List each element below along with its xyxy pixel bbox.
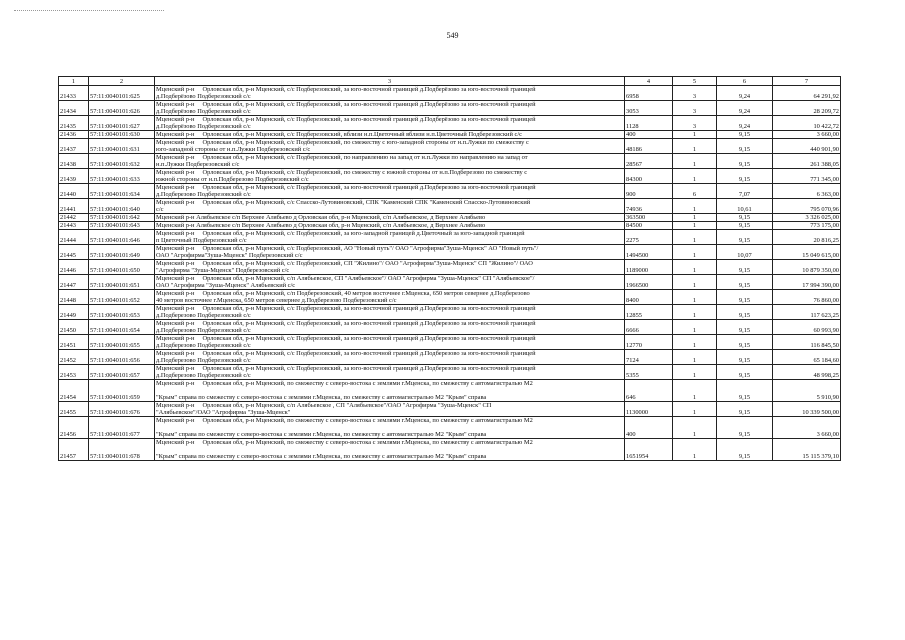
cadastral-number: 57:11:0040101:631 <box>89 139 155 154</box>
row-number: 21433 <box>59 86 89 101</box>
cadastral-value: 440 901,90 <box>773 139 841 154</box>
table-row <box>59 365 841 380</box>
row-number: 21435 <box>59 116 89 131</box>
plot-area: 400 <box>625 417 673 439</box>
plot-area: 3053 <box>625 101 673 116</box>
plot-area: 84300 <box>625 169 673 184</box>
description-text: Мценский р-н Орловская обл, р-н Мценский, с/с Подберезовский, за юго-восточной границей д.Подберезово за юго-восточной границей д.Подберезово Подберезовский с/с <box>156 365 536 379</box>
plot-area: 900 <box>625 184 673 199</box>
cadastral-value: 64 291,92 <box>773 86 841 101</box>
registry-table <box>58 76 841 461</box>
plot-area: 6958 <box>625 86 673 101</box>
description-text: Мценский р-н Орловская обл, р-н Мценский, с/с Подберезовский, по смежеству с южной стороны от н.п.Подберезово по смежеству с южной стороны от н.п.Подберезово Подберезовский с/с <box>156 169 528 183</box>
plot-count: 3 <box>673 101 717 116</box>
col-header-7: 7 <box>773 77 841 86</box>
description-text: Мценский р-н Алябьевское с/п Верхнее Алябьево д Орловская обл, р-н Мценский, с/п Алябьевское, д Верхнее Алябьево <box>156 222 486 229</box>
description-text: Мценский р-н Орловская обл, р-н Мценский, с/с Подберезовский, за юго-восточной границей д.Подберезово за юго-восточной границей д.Подберезово Подберезовский с/с <box>156 350 536 364</box>
plot-description <box>155 199 625 214</box>
cadastral-value: 65 184,60 <box>773 350 841 365</box>
rate-value: 9,15 <box>717 290 773 305</box>
plot-count: 1 <box>673 365 717 380</box>
row-number: 21447 <box>59 275 89 290</box>
rate-value: 9,24 <box>717 86 773 101</box>
cadastral-number: 57:11:0040101:632 <box>89 154 155 169</box>
row-number: 21454 <box>59 380 89 402</box>
plot-description <box>155 290 625 305</box>
rate-value: 9,15 <box>717 230 773 245</box>
plot-area: 1130000 <box>625 402 673 417</box>
plot-area: 12855 <box>625 305 673 320</box>
rate-value: 9,15 <box>717 154 773 169</box>
cadastral-number: 57:11:0040101:657 <box>89 365 155 380</box>
table-row <box>59 417 841 439</box>
description-text: Мценский р-н Орловская обл, р-н Мценский, с/п Подберезовский, 40 метров восточнее г.Мценска, 650 метров севернее д.Подберезово 40 метров восточнее г.Мценска, 650 метров севернее д.Подберезово Подберезовский с/с <box>156 290 530 304</box>
table-row <box>59 139 841 154</box>
description-text: Мценский р-н Орловская обл, р-н Мценский, с/п Алябьевское , СП "Алябьевское"/ОАО "Агрофирма "Зуша-Мценск" СП "Алябьевское"/ОАО "Агрофирма "Зуша-Мценск" <box>156 402 492 416</box>
plot-area: 400 <box>625 131 673 139</box>
plot-count: 1 <box>673 417 717 439</box>
cadastral-number: 57:11:0040101:627 <box>89 116 155 131</box>
rate-value: 9,15 <box>717 222 773 230</box>
plot-count: 1 <box>673 245 717 260</box>
cadastral-number: 57:11:0040101:634 <box>89 184 155 199</box>
plot-area: 1128 <box>625 116 673 131</box>
rate-value: 9,15 <box>717 169 773 184</box>
description-text: Мценский р-н Орловская обл, р-н Мценский, с/с Подберезовский, по направлению на запад от н.п.Лужки по направлению на запад от н.п.Лужки Подберезовский с/с <box>156 154 528 168</box>
plot-description <box>155 222 625 230</box>
cadastral-value: 116 845,50 <box>773 335 841 350</box>
plot-description <box>155 139 625 154</box>
cadastral-value: 15 049 615,00 <box>773 245 841 260</box>
table-row <box>59 101 841 116</box>
cadastral-value: 261 388,05 <box>773 154 841 169</box>
plot-area: 48186 <box>625 139 673 154</box>
rate-value: 9,24 <box>717 101 773 116</box>
description-text: Мценский р-н Орловская обл, р-н Мценский, с/с Подберезовский, за юго-восточной границей д.Подберёзово за юго-восточной границей д.Подберёзово Подберезовский с/с <box>156 101 536 115</box>
rate-value: 9,15 <box>717 131 773 139</box>
cadastral-value: 60 993,90 <box>773 320 841 335</box>
plot-count: 1 <box>673 290 717 305</box>
cadastral-number: 57:11:0040101:640 <box>89 199 155 214</box>
col-header-5: 5 <box>673 77 717 86</box>
cadastral-number: 57:11:0040101:656 <box>89 350 155 365</box>
cadastral-number: 57:11:0040101:650 <box>89 260 155 275</box>
plot-description <box>155 101 625 116</box>
plot-area: 6666 <box>625 320 673 335</box>
row-number: 21440 <box>59 184 89 199</box>
cadastral-value: 3 660,00 <box>773 131 841 139</box>
description-text: Мценский р-н Орловская обл, р-н Мценский, с/с Подберезовский, за юго-восточной границей д.Подберёзово за юго-восточной границей д.Подберёзово Подберезовский с/с <box>156 86 536 100</box>
plot-area: 12770 <box>625 335 673 350</box>
plot-area: 1494500 <box>625 245 673 260</box>
plot-description <box>155 417 625 439</box>
plot-description <box>155 230 625 245</box>
col-header-1: 1 <box>59 77 89 86</box>
description-text: Мценский р-н Орловская обл, р-н Мценский, с/с Подберезовский, вблизи н.п.Цветочный вблизи н.п.Цветочный Подберезовский с/с <box>156 131 522 138</box>
cadastral-value: 117 623,25 <box>773 305 841 320</box>
plot-description <box>155 380 625 402</box>
table-row <box>59 222 841 230</box>
cadastral-number: 57:11:0040101:646 <box>89 230 155 245</box>
cadastral-number: 57:11:0040101:625 <box>89 86 155 101</box>
rate-value: 9,15 <box>717 305 773 320</box>
plot-count: 1 <box>673 131 717 139</box>
plot-count: 1 <box>673 260 717 275</box>
cadastral-number: 57:11:0040101:630 <box>89 131 155 139</box>
table-row <box>59 380 841 402</box>
plot-description <box>155 169 625 184</box>
header-row <box>59 77 841 86</box>
plot-area: 5355 <box>625 365 673 380</box>
cadastral-number: 57:11:0040101:642 <box>89 214 155 222</box>
table-row <box>59 214 841 222</box>
description-text: Мценский р-н Орловская обл, р-н Мценский, с/с Подберезовский, АО "Новый путь"/ ОАО "Агрофирма"Зуша-Мценск" АО "Новый путь"/ ОАО "Агрофирма"Зуша-Мценск" Подберезовский с/с <box>156 245 539 259</box>
plot-description <box>155 214 625 222</box>
rate-value: 9,15 <box>717 335 773 350</box>
plot-count: 1 <box>673 380 717 402</box>
row-number: 21457 <box>59 439 89 461</box>
table-row <box>59 402 841 417</box>
description-text: Мценский р-н Орловская обл, р-н Мценский, с/с Подберезовский, за юго-западной границей д.Цветочный за юго-западной границей п Цветочный Подберезовский с/с <box>156 230 525 244</box>
plot-description <box>155 116 625 131</box>
rate-value: 9,15 <box>717 320 773 335</box>
col-header-4: 4 <box>625 77 673 86</box>
description-text: Мценский р-н Орловская обл, р-н Мценский, с/с Подберезовский, за юго-восточной границей д.Подберезово за юго-восточной границей д.Подберезово Подберезовский с/с <box>156 320 536 334</box>
description-text: Мценский р-н Орловская обл, р-н Мценский, с/с Подберезовский, СП "Жилино"/ ОАО "Агрофирма"Зуша-Мценск" СП "Жилино"/ ОАО "Агрофирма "Зуша-Мценск" Подберезовский с/с <box>156 260 533 274</box>
table-row <box>59 439 841 461</box>
description-text: Мценский р-н Орловская обл, р-н Мценский, с/с Спасско-Лутовиновский, СПК "Каменский СПК "Каменский Спасско-Лутовиновский с/с <box>156 199 531 213</box>
plot-count: 1 <box>673 335 717 350</box>
cadastral-value: 17 994 390,00 <box>773 275 841 290</box>
description-text: Мценский р-н Орловская обл, р-н Мценский, по смежеству с северо-востока с землями г.Мценска, по смежеству с автомагистралью М2 "Крым" справа по смежеству с северо-востока с землями г.Мценска, по смежеству с автомагистралью М2 "Крым" справа <box>156 380 533 401</box>
description-text: Мценский р-н Орловская обл, р-н Мценский, с/с Подберезовский, за юго-восточной границей д.Подберезово за юго-восточной границей д.Подберезово Подберезовский с/с <box>156 335 536 349</box>
cadastral-number: 57:11:0040101:643 <box>89 222 155 230</box>
rate-value: 9,15 <box>717 365 773 380</box>
plot-count: 6 <box>673 184 717 199</box>
cadastral-value: 3 660,00 <box>773 417 841 439</box>
rate-value: 10,61 <box>717 199 773 214</box>
plot-count: 1 <box>673 350 717 365</box>
plot-description <box>155 245 625 260</box>
description-text: Мценский р-н Орловская обл, р-н Мценский, с/с Подберезовский, за юго-восточной границей д.Подберёзово за юго-восточной границей д.Подберёзово Подберезовский с/с <box>156 116 536 130</box>
plot-count: 1 <box>673 402 717 417</box>
table-row <box>59 260 841 275</box>
cadastral-value: 771 345,00 <box>773 169 841 184</box>
plot-count: 1 <box>673 275 717 290</box>
cadastral-number: 57:11:0040101:678 <box>89 439 155 461</box>
cadastral-value: 795 070,96 <box>773 199 841 214</box>
plot-description <box>155 320 625 335</box>
row-number: 21455 <box>59 402 89 417</box>
row-number: 21434 <box>59 101 89 116</box>
cadastral-value: 76 860,00 <box>773 290 841 305</box>
plot-area: 7124 <box>625 350 673 365</box>
cadastral-number: 57:11:0040101:654 <box>89 320 155 335</box>
rate-value: 10,07 <box>717 245 773 260</box>
cadastral-number: 57:11:0040101:677 <box>89 417 155 439</box>
row-number: 21449 <box>59 305 89 320</box>
table-row <box>59 335 841 350</box>
col-header-6: 6 <box>717 77 773 86</box>
plot-area: 2275 <box>625 230 673 245</box>
plot-count: 1 <box>673 154 717 169</box>
plot-description <box>155 365 625 380</box>
plot-area: 84500 <box>625 222 673 230</box>
row-number: 21446 <box>59 260 89 275</box>
description-text: Мценский р-н Орловская обл, р-н Мценский, по смежеству с северо-востока с землями г.Мценска, по смежеству с автомагистралью М2 "Крым" справа по смежеству с северо-востока с землями г.Мценска, по смежеству с автомагистралью М2 "Крым" справа <box>156 417 533 438</box>
row-number: 21443 <box>59 222 89 230</box>
plot-area: 363500 <box>625 214 673 222</box>
cadastral-number: 57:11:0040101:676 <box>89 402 155 417</box>
row-number: 21437 <box>59 139 89 154</box>
cadastral-value: 15 115 379,10 <box>773 439 841 461</box>
cadastral-value: 6 363,00 <box>773 184 841 199</box>
plot-description <box>155 275 625 290</box>
rate-value: 9,15 <box>717 350 773 365</box>
plot-area: 28567 <box>625 154 673 169</box>
description-text: Мценский р-н Орловская обл, р-н Мценский, с/п Алябьевское, СП "Алябьевское"/ ОАО "Агрофирма "Зуша-Мценск" СП "Алябьевское"/ ОАО "Агрофирма "Зуша-Мценск" Алябьевский с/с <box>156 275 535 289</box>
table-row <box>59 199 841 214</box>
rate-value: 9,15 <box>717 214 773 222</box>
plot-count: 1 <box>673 139 717 154</box>
rate-value: 9,15 <box>717 402 773 417</box>
cadastral-value: 28 209,72 <box>773 101 841 116</box>
table-row <box>59 116 841 131</box>
row-number: 21445 <box>59 245 89 260</box>
table-row <box>59 305 841 320</box>
plot-count: 1 <box>673 320 717 335</box>
plot-area: 646 <box>625 380 673 402</box>
table-row <box>59 131 841 139</box>
cadastral-number: 57:11:0040101:659 <box>89 380 155 402</box>
table-row <box>59 320 841 335</box>
plot-count: 1 <box>673 214 717 222</box>
description-text: Мценский р-н Орловская обл, р-н Мценский, с/с Подберезовский, по смежеству с юго-западной стороны от н.п.Лужки по смежеству с юго-западной стороны от н.п.Лужки Подберезовский с/с <box>156 139 529 153</box>
row-number: 21453 <box>59 365 89 380</box>
plot-count: 1 <box>673 439 717 461</box>
scan-artifact <box>14 10 164 13</box>
plot-description <box>155 402 625 417</box>
rate-value: 9,15 <box>717 439 773 461</box>
plot-description <box>155 439 625 461</box>
cadastral-value: 5 910,90 <box>773 380 841 402</box>
row-number: 21452 <box>59 350 89 365</box>
rate-value: 9,15 <box>717 139 773 154</box>
plot-count: 1 <box>673 305 717 320</box>
cadastral-number: 57:11:0040101:633 <box>89 169 155 184</box>
row-number: 21451 <box>59 335 89 350</box>
cadastral-value: 20 816,25 <box>773 230 841 245</box>
plot-count: 1 <box>673 230 717 245</box>
plot-description <box>155 350 625 365</box>
row-number: 21456 <box>59 417 89 439</box>
plot-description <box>155 335 625 350</box>
rate-value: 9,15 <box>717 380 773 402</box>
row-number: 21441 <box>59 199 89 214</box>
row-number: 21448 <box>59 290 89 305</box>
cadastral-number: 57:11:0040101:653 <box>89 305 155 320</box>
cadastral-value: 10 879 350,00 <box>773 260 841 275</box>
row-number: 21444 <box>59 230 89 245</box>
row-number: 21442 <box>59 214 89 222</box>
table-row <box>59 230 841 245</box>
table-row <box>59 350 841 365</box>
plot-description <box>155 260 625 275</box>
table-row <box>59 184 841 199</box>
plot-description <box>155 131 625 139</box>
description-text: Мценский р-н Алябьевское с/п Верхнее Алябьево д Орловская обл, р-н Мценский, с/п Алябьевское, д Верхнее Алябьево <box>156 214 486 221</box>
plot-area: 1189000 <box>625 260 673 275</box>
cadastral-value: 773 175,00 <box>773 222 841 230</box>
description-text: Мценский р-н Орловская обл, р-н Мценский, с/с Подберезовский, за юго-восточной границей д.Подберезово за юго-восточной границей д.Подберезово Подберезовский с/с <box>156 184 536 198</box>
table-body <box>59 86 841 461</box>
col-header-3: 3 <box>155 77 625 86</box>
table-row <box>59 86 841 101</box>
cadastral-value: 10 422,72 <box>773 116 841 131</box>
cadastral-value: 10 339 500,00 <box>773 402 841 417</box>
table-row <box>59 169 841 184</box>
plot-count: 1 <box>673 199 717 214</box>
row-number: 21438 <box>59 154 89 169</box>
cadastral-value: 48 998,25 <box>773 365 841 380</box>
col-header-2: 2 <box>89 77 155 86</box>
table-row <box>59 245 841 260</box>
plot-count: 1 <box>673 169 717 184</box>
table-row <box>59 275 841 290</box>
cadastral-number: 57:11:0040101:655 <box>89 335 155 350</box>
rate-value: 9,15 <box>717 260 773 275</box>
plot-description <box>155 154 625 169</box>
plot-count: 1 <box>673 222 717 230</box>
plot-description <box>155 86 625 101</box>
plot-count: 3 <box>673 116 717 131</box>
description-text: Мценский р-н Орловская обл, р-н Мценский, по смежеству с северо-востока с землями г.Мценска, по смежеству с автомагистралью М2 "Крым" справа по смежеству с северо-востока с землями г.Мценска, по смежеству с автомагистралью М2 "Крым" справа <box>156 439 533 460</box>
row-number: 21450 <box>59 320 89 335</box>
row-number: 21436 <box>59 131 89 139</box>
cadastral-number: 57:11:0040101:626 <box>89 101 155 116</box>
row-number: 21439 <box>59 169 89 184</box>
plot-area: 1651954 <box>625 439 673 461</box>
rate-value: 7,07 <box>717 184 773 199</box>
cadastral-number: 57:11:0040101:649 <box>89 245 155 260</box>
rate-value: 9,15 <box>717 275 773 290</box>
plot-area: 8400 <box>625 290 673 305</box>
plot-description <box>155 184 625 199</box>
plot-description <box>155 305 625 320</box>
table-row <box>59 290 841 305</box>
description-text: Мценский р-н Орловская обл, р-н Мценский, с/с Подберезовский, за юго-восточной границей д.Подберезово за юго-восточной границей д.Подберезово Подберезовский с/с <box>156 305 536 319</box>
plot-area: 1966500 <box>625 275 673 290</box>
plot-area: 74936 <box>625 199 673 214</box>
table-row <box>59 154 841 169</box>
cadastral-number: 57:11:0040101:651 <box>89 275 155 290</box>
cadastral-value: 3 326 025,00 <box>773 214 841 222</box>
page-number: 549 <box>446 31 459 40</box>
rate-value: 9,24 <box>717 116 773 131</box>
cadastral-number: 57:11:0040101:652 <box>89 290 155 305</box>
rate-value: 9,15 <box>717 417 773 439</box>
plot-count: 3 <box>673 86 717 101</box>
